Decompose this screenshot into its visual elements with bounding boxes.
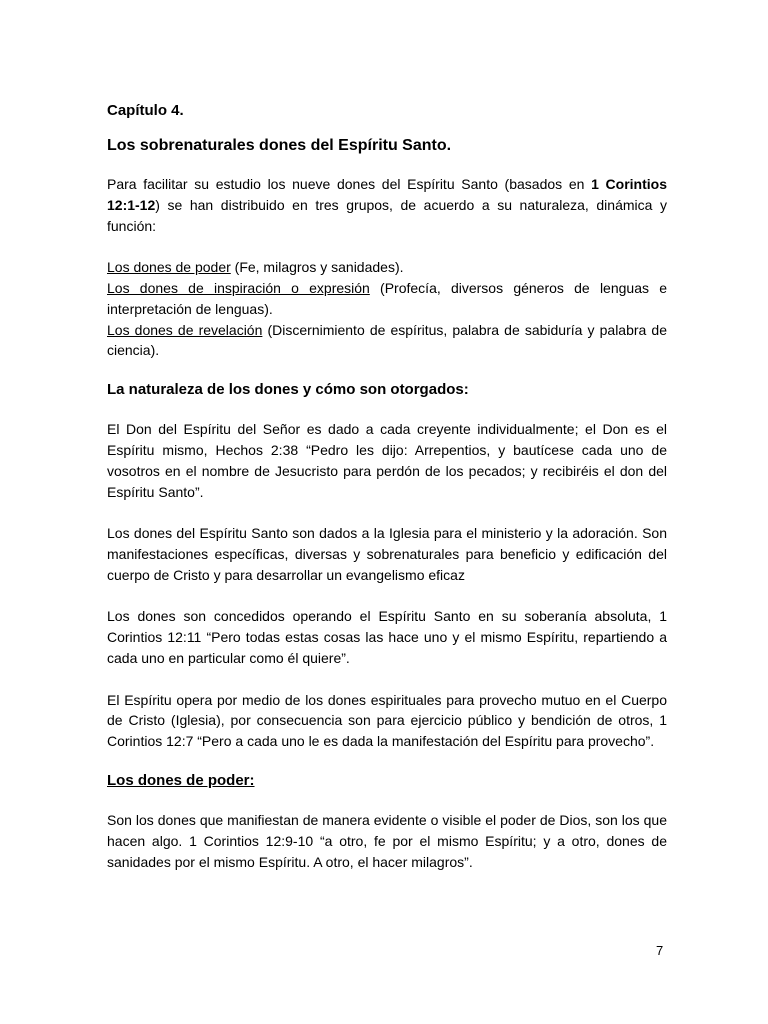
body-paragraph: Son los dones que manifiestan de manera evidente o visible el poder de Dios, son los que hacen algo. 1 Corintios 12:9-10 “a otro, fe por el mismo Espíritu; y a otro, dones de sanidades por el mismo Espíritu. A otro, el hacer milagros”. [107,811,667,870]
group-description: (Discernimiento de espíritus, palabra de sabiduría y palabra de ciencia). [107,321,667,359]
group-description: (Fe, milagros y sanidades). [230,259,404,276]
group-label: Los dones de poder [107,259,231,276]
intro-text-start: Para facilitar su estudio los nueve dones del Espíritu Santo (basados en [107,176,592,192]
intro-text-end: ) se han distribuido en tres grupos, de acuerdo a su naturaleza, dinámica y función: [107,196,667,234]
intro-bible-reference: 1 Corintios 12:1-12 [107,176,668,213]
chapter-heading: Capítulo 4. [107,102,184,119]
group-label: Los dones de inspiración o expresión [107,279,370,296]
document-page [107,100,667,872]
group-item-inspiracion [107,278,667,320]
page-number: 7 [656,943,664,958]
group-label: Los dones de revelación [107,321,263,338]
group-item-revelacion [107,320,667,362]
group-description: (Profecía, diversos géneros de lenguas e interpretación de lenguas). [107,279,667,317]
section-heading-naturaleza: La naturaleza de los dones y cómo son otorgados: [107,381,469,399]
body-paragraph: El Espíritu opera por medio de los dones espirituales para provecho mutuo en el Cuerpo de Cristo (Iglesia), por consecuencia son para ejercicio público y bendición de otros, 1 Corintios 12:7 “Pero a cada uno le es dada la manifestación del Espíritu para provecho”. [107,691,667,750]
page-title: Los sobrenaturales dones del Espíritu Santo. [107,137,452,154]
body-paragraph: Los dones son concedidos operando el Espíritu Santo en su soberanía absoluta, 1 Corintios 12:11 “Pero todas estas cosas las hace uno y el mismo Espíritu, repartiendo a cada uno en particular como él quiere”. [107,608,667,666]
body-paragraph: El Don del Espíritu del Señor es dado a cada creyente individualmente; el Don es el Espíritu mismo, Hechos 2:38 “Pedro les dijo: Arrepentios, y bautícese cada uno de vosotros en el nombre de Jesucristo para perdón de los pecados; y recibiréis el don del Espíritu Santo”. [107,421,667,500]
section-heading-dones-de-poder: Los dones de poder: [107,771,255,789]
body-paragraph: Los dones del Espíritu Santo son dados a la Iglesia para el ministerio y la adoración. Son manifestaciones específicas, diversas y sobrenaturales para beneficio y edificación del cuerpo de Cristo y para desarrollar un evangelismo eficaz [107,525,667,583]
group-item-poder [107,257,667,278]
intro-paragraph [107,174,667,236]
